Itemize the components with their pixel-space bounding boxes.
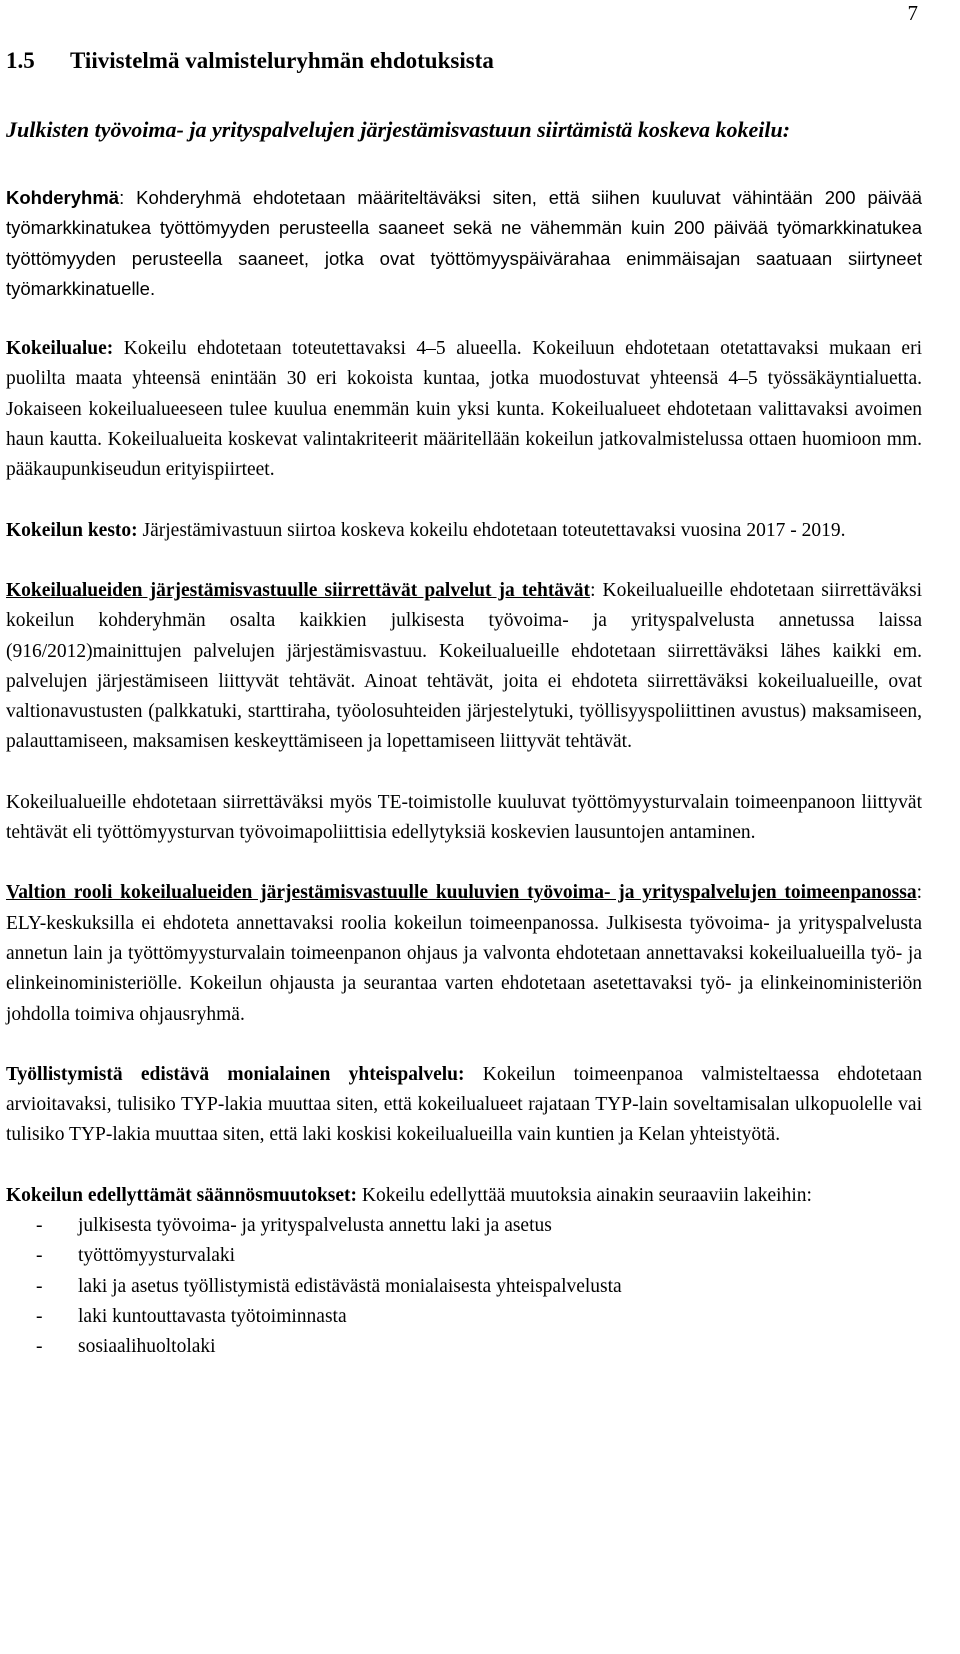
list-dash: - bbox=[36, 1336, 43, 1358]
list-item bbox=[6, 1302, 922, 1332]
list-item bbox=[6, 1241, 922, 1271]
section-number: 1.5 bbox=[6, 48, 35, 73]
paragraph-text: : Kokeilualueille ehdotetaan siirrettäväksi kokeilun kohderyhmän osalta kaikkien julkisesta työvoima- ja yrityspalvelusta annetussa laissa (916/2012)mainittujen palvelujen järjestämisvastuu. Kokeilualueille ehdotetaan siirrettäväksi lähes kaikki em. palvelujen järjestämiseen liittyvät tehtävät. Ainoat tehtävät, joita ei ehdoteta siirrettäväksi kokeilualueille, ovat valtionavustusten (palkkatuki, starttiraha, työolosuhteiden järjestelytuki, työllisyyspoliittinen avustus) maksamiseen, palauttamiseen, maksamisen keskeyttämiseen ja lopettamiseen liittyvät tehtävät. bbox=[6, 579, 922, 753]
page-number: 7 bbox=[907, 1, 918, 25]
list-dash: - bbox=[36, 1275, 43, 1297]
list-item bbox=[6, 1332, 922, 1362]
paragraph-label: Kokeilualue: bbox=[6, 338, 114, 360]
list-dash: - bbox=[36, 1245, 43, 1267]
paragraph-valtion-rooli bbox=[6, 878, 922, 1029]
paragraph-text: : ELY-keskuksilla ei ehdoteta annettavaksi roolia kokeilun toimeenpanossa. Julkisesta työvoima- ja yrityspalvelusta annetun lain ja työttömyysturvalain toimeenpanon ohjaus ja valvonta ehdotetaan annettavaksi kokeilualueilla työ- ja elinkeinoministeriölle. Kokeilun ohjausta ja seurantaa varten ehdotetaan asetettavaksi työ- ja elinkeinoministeriön johdolla toimiva ohjausryhmä. bbox=[6, 882, 922, 1025]
paragraph-label: Työllistymistä edistävä monialainen yhteispalvelu: bbox=[6, 1063, 465, 1085]
list-item-text: laki kuntouttavasta työtoiminnasta bbox=[78, 1305, 347, 1327]
paragraph-tyottomyysturva bbox=[6, 788, 922, 849]
list-item-text: työttömyysturvalaki bbox=[78, 1245, 236, 1267]
paragraph-label: Kokeilun edellyttämät säännösmuutokset: bbox=[6, 1184, 358, 1206]
document-body bbox=[6, 48, 922, 1363]
paragraph-text: Kokeilu ehdotetaan toteutettavaksi 4–5 alueella. Kokeiluun ehdotetaan otetattavaksi mukaan eri puolilta maata yhteensä enintään 30 eri kokoista kuntaa, jotka muodostuvat yhteensä 4–5 työssäkäyntialuetta. Jokaiseen kokeilualueeseen tulee kuulua enemmän kuin yksi kunta. Kokeilualueet ehdotetaan valittavaksi avoimen haun kautta. Kokeilualueita koskevat valintakriteerit määritellään kokeilun jatkovalmistelussa ottaen huomioon mm. pääkaupunkiseudun erityispiirteet. bbox=[6, 338, 922, 481]
paragraph-kohderyhma bbox=[6, 183, 922, 304]
paragraph-label: Kokeilun kesto: bbox=[6, 519, 138, 541]
law-list bbox=[6, 1211, 922, 1362]
paragraph-palvelut bbox=[6, 576, 922, 758]
subtitle: Julkisten työvoima- ja yrityspalvelujen järjestämisvastuun siirtämistä koskeva kokeilu: bbox=[6, 117, 791, 142]
paragraph-text: Kokeilu edellyttää muutoksia ainakin seuraaviin lakeihin: bbox=[357, 1184, 812, 1206]
paragraph-saannosmuutokset bbox=[6, 1181, 922, 1211]
list-item bbox=[6, 1211, 922, 1241]
paragraph-text: Järjestämivastuun siirtoa koskeva kokeilu ehdotetaan toteutettavaksi vuosina 2017 - 2019. bbox=[137, 519, 846, 541]
paragraph-text: Kokeilualueille ehdotetaan siirrettäväksi myös TE-toimistolle kuuluvat työttömyysturvalain toimeenpanoon liittyvät tehtävät eli työttömyysturvan työvoimapoliittisia edellytyksiä koskevien lausuntojen antaminen. bbox=[6, 791, 922, 844]
section-heading bbox=[6, 48, 922, 74]
list-dash: - bbox=[36, 1215, 43, 1237]
paragraph-label: Kohderyhmä bbox=[6, 187, 120, 208]
list-item bbox=[6, 1272, 922, 1302]
paragraph-text: : Kohderyhmä ehdotetaan määriteltäväksi siten, että siihen kuuluvat vähintään 200 päivää työmarkkinatukea työttömyyden perusteella saaneet sekä ne vähemmän kuin 200 päivää työmarkkinatukea työttömyyden perusteella saaneet, jotka ovat työttömyyspäivärahaa enimmäisajan saatuaan siirtyneet työmarkkinatuelle. bbox=[6, 187, 922, 299]
list-item-text: sosiaalihuoltolaki bbox=[78, 1336, 216, 1358]
list-dash: - bbox=[36, 1305, 43, 1327]
section-title: Tiivistelmä valmisteluryhmän ehdotuksista bbox=[70, 48, 494, 73]
paragraph-kesto bbox=[6, 516, 922, 546]
paragraph-label: Valtion rooli kokeilualueiden järjestämisvastuulle kuuluvien työvoima- ja yrityspalvelujen toimeenpanossa bbox=[6, 882, 917, 904]
paragraph-label: Kokeilualueiden järjestämisvastuulle siirrettävät palvelut ja tehtävät bbox=[6, 579, 591, 601]
list-item-text: julkisesta työvoima- ja yrityspalvelusta annettu laki ja asetus bbox=[78, 1215, 552, 1237]
paragraph-kokeilualue bbox=[6, 334, 922, 485]
paragraph-yhteispalvelu bbox=[6, 1060, 922, 1151]
paragraph-text: Kokeilun toimeenpanoa valmisteltaessa ehdotetaan arvioitavaksi, tulisiko TYP-lakia muuttaa siten, että kokeilualueet rajataan TYP-lain soveltamisalan ulkopuolelle vai tulisiko TYP-lakia muuttaa siten, että laki koskisi kokeilualueilla vain kuntien ja Kelan yhteistyötä. bbox=[6, 1063, 923, 1146]
list-item-text: laki ja asetus työllistymistä edistävästä monialaisesta yhteispalvelusta bbox=[78, 1275, 622, 1297]
